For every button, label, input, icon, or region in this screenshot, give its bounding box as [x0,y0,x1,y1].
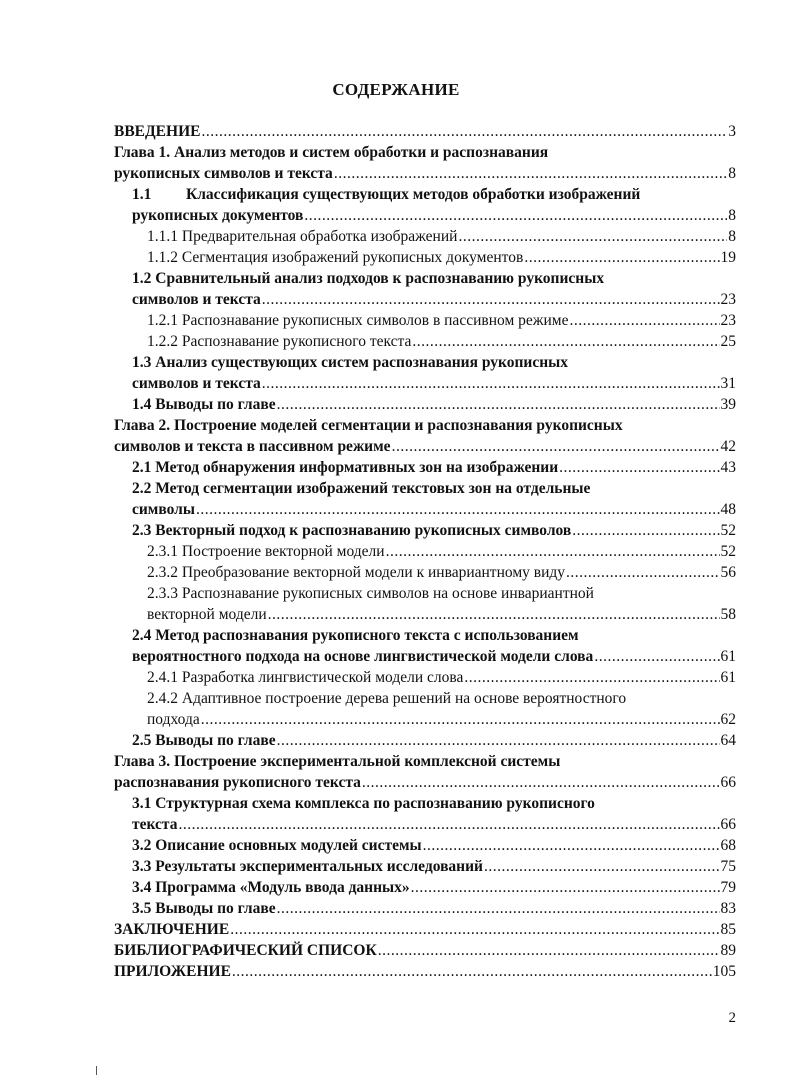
toc-entry[interactable]: рукописных символов и текста ..... 8 [114,164,736,184]
toc-entry[interactable]: символов и текста ..... 23 [132,290,736,310]
toc-entry[interactable]: 1.2.2 Распознавание рукописного текста ..... 25 [147,332,736,352]
toc-entry[interactable]: 1.1 Классификация существующих методов обработки изображений [132,186,641,203]
toc-entry[interactable]: Глава 1. Анализ методов и систем обработки и распознавания [114,144,549,161]
toc-entry[interactable]: 1.2 Сравнительный анализ подходов к распознаванию рукописных [132,270,605,287]
toc-entry[interactable]: 1.2.1 Распознавание рукописных символов в пассивном режиме ..... 23 [147,311,736,331]
toc-entry[interactable]: символов и текста в пассивном режиме ..... 42 [114,437,736,457]
toc-entry[interactable]: вероятностного подхода на основе лингвистической модели слова ..... 61 [132,647,736,667]
toc-entry[interactable]: 2.3 Векторный подход к распознаванию рукописных символов ..... 52 [132,521,736,541]
toc-entry[interactable]: символов и текста ..... 31 [132,374,736,394]
toc-entry[interactable]: 2.3.2 Преобразование векторной модели к инвариантному виду ..... 56 [147,563,736,583]
page-title: СОДЕРЖАНИЕ [332,80,460,99]
toc-entry[interactable]: Глава 2. Построение моделей сегментации и распознавания рукописных [114,417,623,434]
toc-entry[interactable]: 2.5 Выводы по главе ..... 64 [132,731,736,751]
toc-entry[interactable]: БИБЛИОГРАФИЧЕСКИЙ СПИСОК ..... 89 [114,941,736,961]
toc-entry[interactable]: 2.4.1 Разработка лингвистической модели слова ..... 61 [147,668,736,688]
toc-entry[interactable]: векторной модели ..... 58 [147,605,736,625]
toc-entry[interactable]: ВВЕДЕНИЕ ..... 3 [114,122,736,142]
toc-entry[interactable]: 1.4 Выводы по главе ..... 39 [132,395,736,415]
toc-entry[interactable]: распознавания рукописного текста ..... 66 [114,773,736,793]
toc-entry[interactable]: символы ..... 48 [132,500,736,520]
toc-entry[interactable]: 2.3.3 Распознавание рукописных символов на основе инвариантной [147,585,594,602]
toc-entry[interactable]: 2.3.1 Построение векторной модели ..... 52 [147,542,736,562]
toc-entry[interactable]: 2.1 Метод обнаружения информативных зон на изображении ..... 43 [132,458,736,478]
scan-mark [96,1066,97,1075]
toc-entry[interactable]: 1.1.2 Сегментация изображений рукописных документов ..... 19 [147,248,736,268]
toc-entry[interactable]: 3.3 Результаты экспериментальных исследований ..... 75 [132,857,736,877]
toc-entry[interactable]: 2.4.2 Адаптивное построение дерева решений на основе вероятностного [147,690,627,707]
toc-entry[interactable]: текста ..... 66 [132,815,736,835]
toc-entry[interactable]: 3.1 Структурная схема комплекса по распознаванию рукописного [132,795,595,812]
toc-entry[interactable]: 3.2 Описание основных модулей системы ..... 68 [132,836,736,856]
toc-entry[interactable]: рукописных документов ..... 8 [132,206,736,226]
toc-entry[interactable]: 2.2 Метод сегментации изображений текстовых зон на отдельные [132,480,591,497]
toc-entry[interactable]: подхода ..... 62 [147,710,736,730]
toc-entry[interactable]: 1.3 Анализ существующих систем распознавания рукописных [132,354,569,371]
toc-entry[interactable]: ЗАКЛЮЧЕНИЕ ..... 85 [114,920,736,940]
toc-entry[interactable]: 3.4 Программа «Модуль ввода данных» ..... 79 [132,878,736,898]
toc-entry[interactable]: 1.1.1 Предварительная обработка изображений ..... 8 [147,227,736,247]
toc-entry[interactable]: 2.4 Метод распознавания рукописного текста с использованием [132,627,579,644]
page-number: 2 [728,1010,736,1026]
toc-entry[interactable]: Глава 3. Построение экспериментальной комплексной системы [114,753,561,770]
toc-entry[interactable]: ПРИЛОЖЕНИЕ ..... 105 [114,962,736,982]
toc-entry[interactable]: 3.5 Выводы по главе ..... 83 [132,899,736,919]
